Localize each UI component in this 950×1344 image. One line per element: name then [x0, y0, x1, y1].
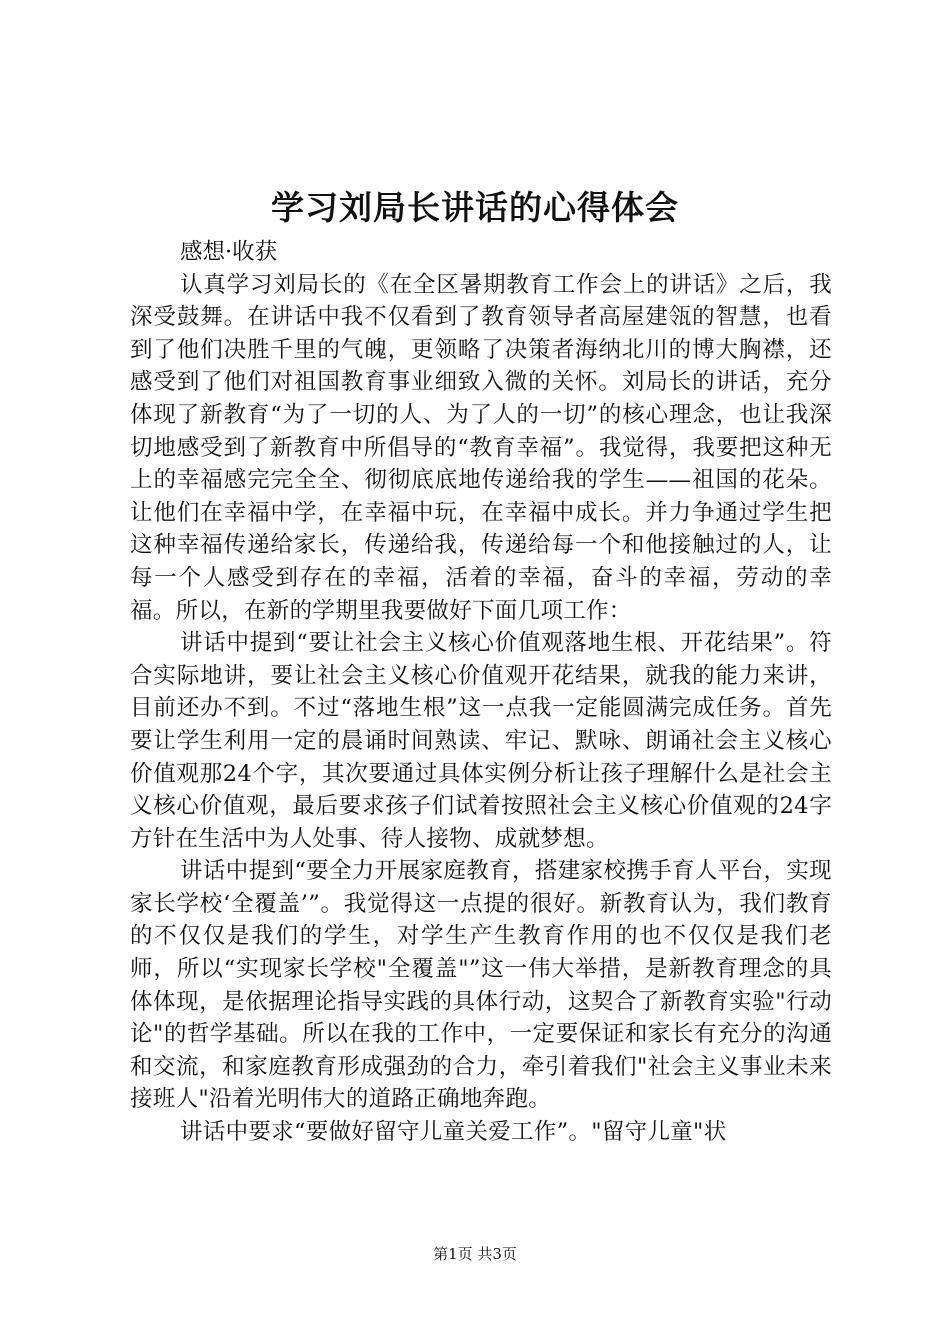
paragraph-1: 认真学习刘局长的《在全区暑期教育工作会上的讲话》之后，我深受鼓舞。在讲话中我不仅看到了教育领导者高屋建瓴的智慧，也看到了他们决胜千里的气魄，更领略了决策者海纳北川的博大胸襟，还感受到了他们对祖国教育事业细致入微的关怀。刘局长的讲话，充分体现了新教育“为了一切的人、为了人的一切”的核心理念，也让我深切地感受到了新教育中所倡导的“教育幸福”。我觉得，我要把这种无上的幸福感完完全全、彻彻底底地传递给我的学生——祖国的花朵。让他们在幸福中学，在幸福中玩，在幸福中成长。并力争通过学生把这种幸福传递给家长，传递给我，传递给每一个和他接触过的人，让每一个人感受到存在的幸福，活着的幸福，奋斗的幸福，劳动的幸福。所以，在新的学期里我要做好下面几项工作：	[130, 271, 832, 624]
paragraph-3: 讲话中提到“要全力开展家庭教育，搭建家校携手育人平台，实现家长学校‘全覆盖’”。我觉得这一点提的很好。新教育认为，我们教育的不仅仅是我们的学生，对学生产生教育作用的也不仅仅是我们老师，所以“实现家长学校"全覆盖"”这一伟大举措，是新教育理念的具体体现，是依据理论指导实践的具体行动，这契合了新教育实验"行动论"的哲学基础。所以在我的工作中，一定要保证和家长有充分的沟通和交流，和家庭教育形成强劲的合力，牵引着我们"社会主义事业未来接班人"沿着光明伟大的道路正确地奔跑。	[130, 858, 832, 1113]
paragraph-2: 讲话中提到“要让社会主义核心价值观落地生根、开花结果”。符合实际地讲，要让社会主义核心价值观开花结果，就我的能力来讲，目前还办不到。不过“落地生根”这一点我一定能圆满完成任务。首先要让学生利用一定的晨诵时间熟读、牢记、默咏、朗诵社会主义核心价值观那24个字，其次要通过具体实例分析让孩子理解什么是社会主义核心价值观，最后要求孩子们试着按照社会主义核心价值观的24字方针在生活中为人处事、待人接物、成就梦想。	[130, 630, 832, 852]
document-subtitle: 感想·收获	[180, 239, 278, 265]
document-body	[130, 236, 832, 1149]
page-footer: 第1页 共3页	[433, 1245, 517, 1263]
document-title: 学习刘局长讲话的心得体会	[271, 188, 679, 227]
paragraph-4: 讲话中要求“要做好留守儿童关爱工作”。"留守儿童"状	[180, 1119, 727, 1146]
